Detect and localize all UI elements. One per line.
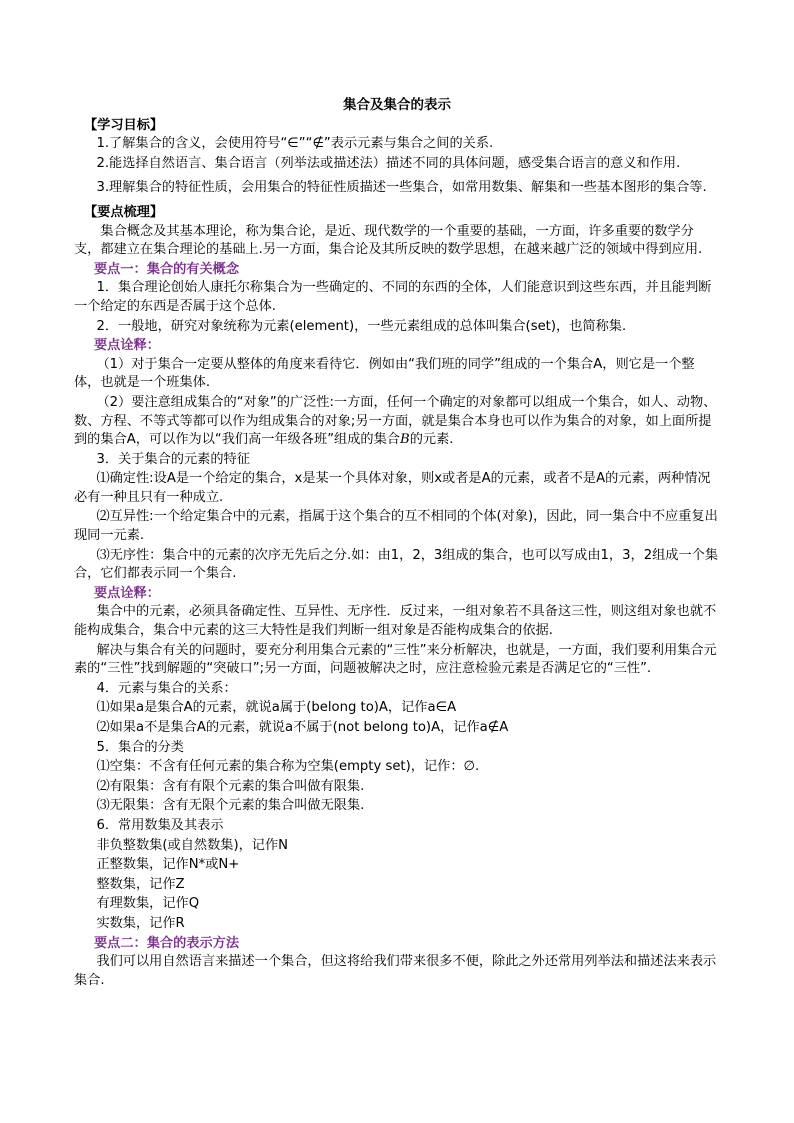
page-title: 集合及集合的表示 — [343, 97, 451, 113]
goal-1: 1.了解集合的含义，会使用符号“∈”“∉”表示元素与集合之间的关系. — [96, 136, 494, 152]
number-set-real: 实数集，记作R — [96, 915, 185, 931]
set-variable-b: B — [400, 432, 410, 448]
number-set-natural: 非负整数集(或自然数集)，记作N — [96, 837, 289, 853]
characteristic-unordered: ⑶无序性：集合中的元素的次序无先后之分.如：由1，2，3组成的集合，也可以写成由1，3，2组成一个集合，它们都表示同一个集合. — [74, 547, 719, 582]
goals-heading: 【学习目标】 — [84, 117, 164, 133]
point1-heading: 要点一：集合的有关概念 — [94, 261, 240, 277]
classification-infinite-set: ⑶无限集：含有无限个元素的集合叫做无限集. — [96, 798, 365, 814]
document-content — [74, 96, 720, 991]
characteristic-determinacy: ⑴确定性:设A是一个给定的集合，x是某一个具体对象，则x或者是A的元素，或者不是A的元素，两种情况必有一种且只有一种成立. — [74, 471, 711, 505]
note2-paragraph-1: 集合中的元素，必须具备确定性、互异性、无序性．反过来，一组对象若不具备这三性，则这组对象也就不能构成集合，集合中元素的这三大特性是我们判断一组对象是否能构成集合的依据. — [74, 604, 717, 639]
point1-note2-heading: 要点诠释： — [94, 585, 160, 601]
characteristic-distinctness: ⑵互异性:一个给定集合中的元素，指属于这个集合的互不相同的个体(对象)，因此，同一集合中不应重复出现同一元素. — [74, 509, 718, 544]
goal-3: 3.理解集合的特征性质，会用集合的特征性质描述一些集合，如常用数集、解集和一些基本图形的集合等. — [96, 180, 707, 196]
note-item-1: （1）对于集合一定要从整体的角度来看待它．例如由“我们班的同学”组成的一个集合A，则它是一个整体，也就是一个班集体. — [74, 356, 695, 391]
point1-paragraph-3: 3．关于集合的元素的特征 — [96, 451, 250, 467]
point1-paragraph-1: 1．集合理论创始人康托尔称集合为一些确定的、不同的东西的全体，人们能意识到这些东西，并且能判断一个给定的东西是否属于这个总体. — [74, 280, 712, 314]
goal-2: 2.能选择自然语言、集合语言（列举法或描述法）描述不同的具体问题，感受集合语言的意义和作用. — [96, 155, 681, 171]
point1-paragraph-4: 4．元素与集合的关系： — [96, 680, 237, 696]
classification-empty-set: ⑴空集：不含有任何元素的集合称为空集(empty set)，记作：∅. — [96, 759, 480, 775]
relation-not-belongs: ⑵如果a不是集合A的元素，就说a不属于(not belong to)A，记作a∉A — [96, 720, 509, 735]
note2-paragraph-2: 解决与集合有关的问题时，要充分利用集合元素的“三性”来分析解决，也就是，一方面，我们要利用集合元素的“三性”找到解题的“突破口”;另一方面，问题被解决之时，应注意检验元素是否满足它的“三性”. — [74, 642, 717, 677]
classification-finite-set: ⑵有限集：含有有限个元素的集合叫做有限集. — [96, 778, 365, 794]
number-set-positive-integer: 正整数集，记作N*或N+ — [96, 857, 240, 873]
point1-paragraph-5: 5．集合的分类 — [96, 739, 184, 755]
number-set-rational: 有理数集，记作Q — [96, 896, 200, 912]
point1-note-heading: 要点诠释： — [94, 338, 160, 354]
outline-heading: 【要点梳理】 — [84, 204, 164, 220]
note-item-2-tail: 的元素. — [409, 432, 454, 448]
point2-paragraph-1: 我们可以用自然语言来描述一个集合，但这将给我们带来很多不便，除此之外还常用列举法和描述法来表示集合. — [74, 954, 717, 988]
number-set-integer: 整数集，记作Z — [96, 876, 185, 892]
note-item-2 — [74, 394, 720, 450]
note-item-2-main: （2）要注意组成集合的“对象”的广泛性:一方面，任何一个确定的对象都可以组成一个集合，如人、动物、数、方程、不等式等都可以作为组成集合的对象;另一方面，就是集合本身也可以作为集合的对象，如上面所提到的集合A，可以作为以“我们高一年级各班”组成的集合 — [74, 394, 717, 448]
intro-paragraph: 集合概念及其基本理论，称为集合论，是近、现代数学的一个重要的基础，一方面，许多重要的数学分支，都建立在集合理论的基础上.另一方面，集合论及其所反映的数学思想，在越来越广泛的领域中得到应用. — [74, 223, 703, 258]
point2-heading: 要点二：集合的表示方法 — [94, 935, 240, 951]
relation-belongs: ⑴如果a是集合A的元素，就说a属于(belong to)A，记作a∈A — [96, 700, 457, 716]
point1-paragraph-2: 2．一般地，研究对象统称为元素(element)，一些元素组成的总体叫集合(set)，也简称集. — [96, 318, 627, 334]
point1-paragraph-6: 6．常用数集及其表示 — [96, 817, 224, 833]
